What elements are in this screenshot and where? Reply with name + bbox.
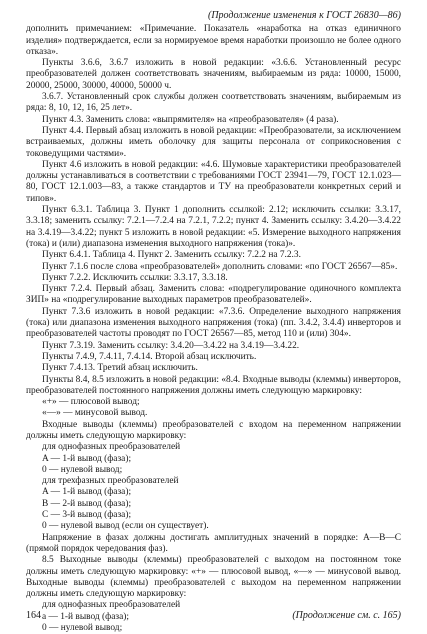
paragraph: 0 — нулевой вывод;: [42, 623, 123, 634]
paragraph: C — 3-й вывод (фаза);: [42, 510, 132, 521]
paragraph: 8.5 Выходные выводы (клеммы) преобразователей с выходом на постоянном токе должны иметь следующую маркировку: «+» — плюсовой вывод, «—» — минусовой вывод. Выходные выводы (клеммы) преобразователей с выходом на переменном напряжении должны иметь следующую маркировку:: [26, 555, 401, 600]
paragraph: A — 1-й вывод (фаза);: [42, 487, 132, 498]
paragraph: B — 2-й вывод (фаза);: [42, 498, 132, 509]
paragraph: Пункты 8.4, 8.5 изложить в новой редакции: «8.4. Входные выводы (клеммы) инверторов, преобразователей постоянного напряжения должны иметь следующую маркировку:: [26, 374, 401, 396]
paragraph: Пункт 7.2.2. Исключить ссылки: 3.3.17, 3.3.18.: [42, 272, 228, 283]
paragraph: для однофазных преобразователей: [42, 600, 181, 611]
paragraph: Пункт 7.4.13. Третий абзац исключить.: [42, 363, 198, 374]
paragraph: Пункт 4.6 изложить в новой редакции: «4.6. Шумовые характеристики преобразователей должны устанавливаться в соответствии с требованиями ГОСТ 23941—79, ГОСТ 12.1.023—80, ГОСТ 12.1.003—83, а также стандартов и ТУ на преобразователи конкретных серий и типов».: [26, 159, 401, 204]
paragraph: «+» — плюсовой вывод;: [42, 397, 140, 408]
paragraph: Пункт 7.3.6 изложить в новой редакции: «7.3.6. Определение выходного напряжения (тока) или диапазона изменения выходного напряжения (тока) (пп. 3.4.2, 3.4.4) инверторов и преобразователей частоты проводят по ГОСТ 26567—85, метод 110 и (или) 304».: [26, 306, 401, 340]
paragraph: «—» — минусовой вывод.: [42, 408, 148, 419]
paragraph: Напряжение в фазах должны достигать амплитудных значений в порядке: A—B—C (прямой порядок чередования фаз).: [26, 532, 401, 554]
page-number: 164: [26, 609, 41, 621]
paragraph: Пункт 4.4. Первый абзац изложить в новой редакции: «Преобразователи, за исключением встраиваемых, должны иметь оболочку для защиты персонала от соприкосновения с токоведущими частями».: [26, 125, 401, 159]
paragraph: Пункты 7.4.9, 7.4.11, 7.4.14. Второй абзац исключить.: [42, 351, 257, 362]
paragraph: для однофазных преобразователей: [42, 442, 181, 453]
page-header: (Продолжение изменения к ГОСТ 26830—86): [208, 10, 401, 21]
paragraph: Пункт 7.3.19. Заменить ссылку: 3.4.20—3.4.22 на 3.4.19—3.4.22.: [42, 340, 300, 351]
paragraph: для трехфазных преобразователей: [42, 476, 179, 487]
paragraph: 0 — нулевой вывод;: [42, 464, 123, 475]
paragraph: A — 1-й вывод (фаза);: [42, 453, 132, 464]
paragraph: 0 — нулевой вывод (если он существует).: [42, 521, 209, 532]
paragraph: 3.6.7. Установленный срок службы должен соответствовать значениям, выбираемым из ряда: 8, 10, 12, 16, 25 лет».: [26, 92, 401, 114]
paragraph: Входные выводы (клеммы) преобразователей с входом на переменном напряжении должны иметь следующую маркировку:: [26, 419, 401, 441]
paragraph: Пункты 3.6.6, 3.6.7 изложить в новой редакции: «3.6.6. Установленный ресурс преобразователей должен соответствовать значениям, выбираемым из ряда: 10000, 15000, 20000, 25000, 30000, 40000, 50000 ч.: [26, 58, 401, 91]
paragraph: a — 1-й вывод (фаза);: [42, 611, 129, 622]
paragraph: Пункт 4.3. Заменить слова: «выпрямителя» на «преобразователя» (4 раза).: [42, 114, 339, 125]
body-text: [26, 24, 401, 634]
paragraph: Пункт 6.3.1. Таблица 3. Пункт 1 дополнить ссылкой: 2.12; исключить ссылки: 3.3.17, 3.3.18; заменить ссылку: 7.2.1—7.2.4 на 7.2.1, 7.2.2; пункт 4. Заменить ссылку: 3.4.20—3.4.22 на 3.4.19—3.4.22; пункт 5 изложить в новой редакции: «5. Измерение выходного напряжения (тока) и (или) диапазона изменения выходного напряжения (тока)».: [26, 205, 401, 249]
paragraph: дополнить примечанием: «Примечание. Показатель «наработка на отказ единичного изделия» подтверждается, если за нормируемое время наработки произошло не более одного отказа».: [26, 24, 401, 57]
paragraph: Пункт 6.4.1. Таблица 4. Пункт 2. Заменить ссылку: 7.2.2 на 7.2.3.: [42, 250, 301, 261]
continued-note: (Продолжение см. с. 165): [292, 609, 401, 621]
paragraph: Пункт 7.1.6 после слова «преобразователей» дополнить словами: «по ГОСТ 26567—85».: [42, 261, 398, 272]
paragraph: Пункт 7.2.4. Первый абзац. Заменить слова: «подрегулирование одиночного комплекта ЗИП» на «подрегулирование выходных параметров преобразователей».: [26, 284, 401, 306]
